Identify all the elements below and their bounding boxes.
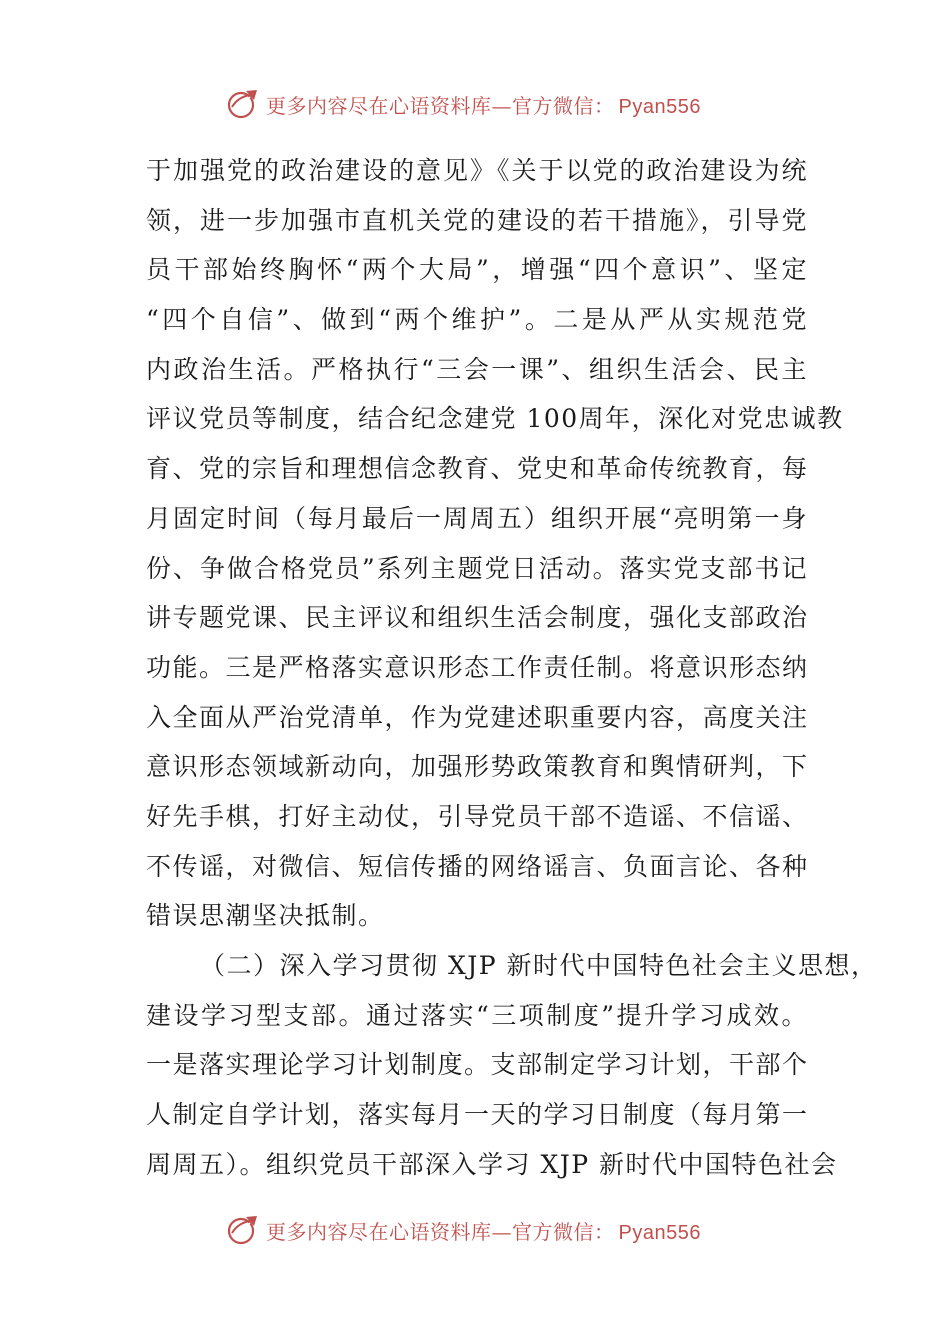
text-line: 入全面从严治党清单，作为党建述职重要内容，高度关注 bbox=[146, 702, 809, 732]
text-line: “四个自信”、做到“两个维护”。二是从严从实规范党 bbox=[146, 305, 808, 335]
text-line: 内政治生活。严格执行“三会一课”、组织生活会、民主 bbox=[146, 354, 808, 384]
document-body bbox=[146, 146, 878, 1189]
text-line: 一是落实理论学习计划制度。支部制定学习计划，干部个 bbox=[146, 1050, 809, 1080]
text-line: 周周五）。组织党员干部深入学习 XJP 新时代中国特色社会 bbox=[146, 1149, 838, 1179]
watermark-footer bbox=[226, 1210, 701, 1250]
watermark-text: 更多内容尽在心语资料库—官方微信： Pyan556 bbox=[266, 1219, 701, 1244]
text-line: 不传谣，对微信、短信传播的网络谣言、负面言论、各种 bbox=[146, 851, 809, 881]
text-line: 人制定自学计划，落实每月一天的学习日制度（每月第一 bbox=[146, 1100, 809, 1130]
text-line: 讲专题党课、民主评议和组织生活会制度，强化支部政治 bbox=[146, 603, 809, 633]
watermark-account: Pyan556 bbox=[618, 1221, 701, 1244]
text-line: 好先手棋，打好主动仗，引导党员干部不造谣、不信谣、 bbox=[146, 801, 809, 831]
text-line: 育、党的宗旨和理想信念教育、党史和革命传统教育，每 bbox=[146, 454, 809, 484]
text-line: 领，进一步加强市直机关党的建设的若干措施》，引导党 bbox=[146, 205, 808, 235]
pen-nib-circle-icon bbox=[226, 87, 260, 121]
text-line: 员干部始终胸怀“两个大局”，增强“四个意识”、坚定 bbox=[146, 255, 808, 285]
text-line: 份、争做合格党员”系列主题党日活动。落实党支部书记 bbox=[146, 553, 808, 583]
text-line: 月固定时间（每月最后一周周五）组织开展“亮明第一身 bbox=[146, 503, 808, 533]
section-heading-line: （二）深入学习贯彻 XJP 新时代中国特色社会主义思想， bbox=[200, 951, 878, 980]
text-line: 意识形态领域新动向，加强形势政策教育和舆情研判，下 bbox=[146, 752, 809, 782]
text-line: 功能。三是严格落实意识形态工作责任制。将意识形态纳 bbox=[146, 652, 809, 682]
text-line: 于加强党的政治建设的意见》《关于以党的政治建设为统 bbox=[146, 156, 808, 185]
watermark-text: 更多内容尽在心语资料库—官方微信： Pyan556 bbox=[266, 93, 701, 118]
pen-nib-circle-icon bbox=[226, 1213, 260, 1247]
text-line: 建设学习型支部。通过落实“三项制度”提升学习成效。 bbox=[146, 1000, 808, 1030]
text-line: 评议党员等制度，结合纪念建党 100周年，深化对党忠诚教 bbox=[146, 404, 844, 434]
watermark-header bbox=[226, 84, 701, 124]
text-line: 错误思潮坚决抵制。 bbox=[146, 901, 385, 931]
watermark-account: Pyan556 bbox=[618, 95, 701, 118]
